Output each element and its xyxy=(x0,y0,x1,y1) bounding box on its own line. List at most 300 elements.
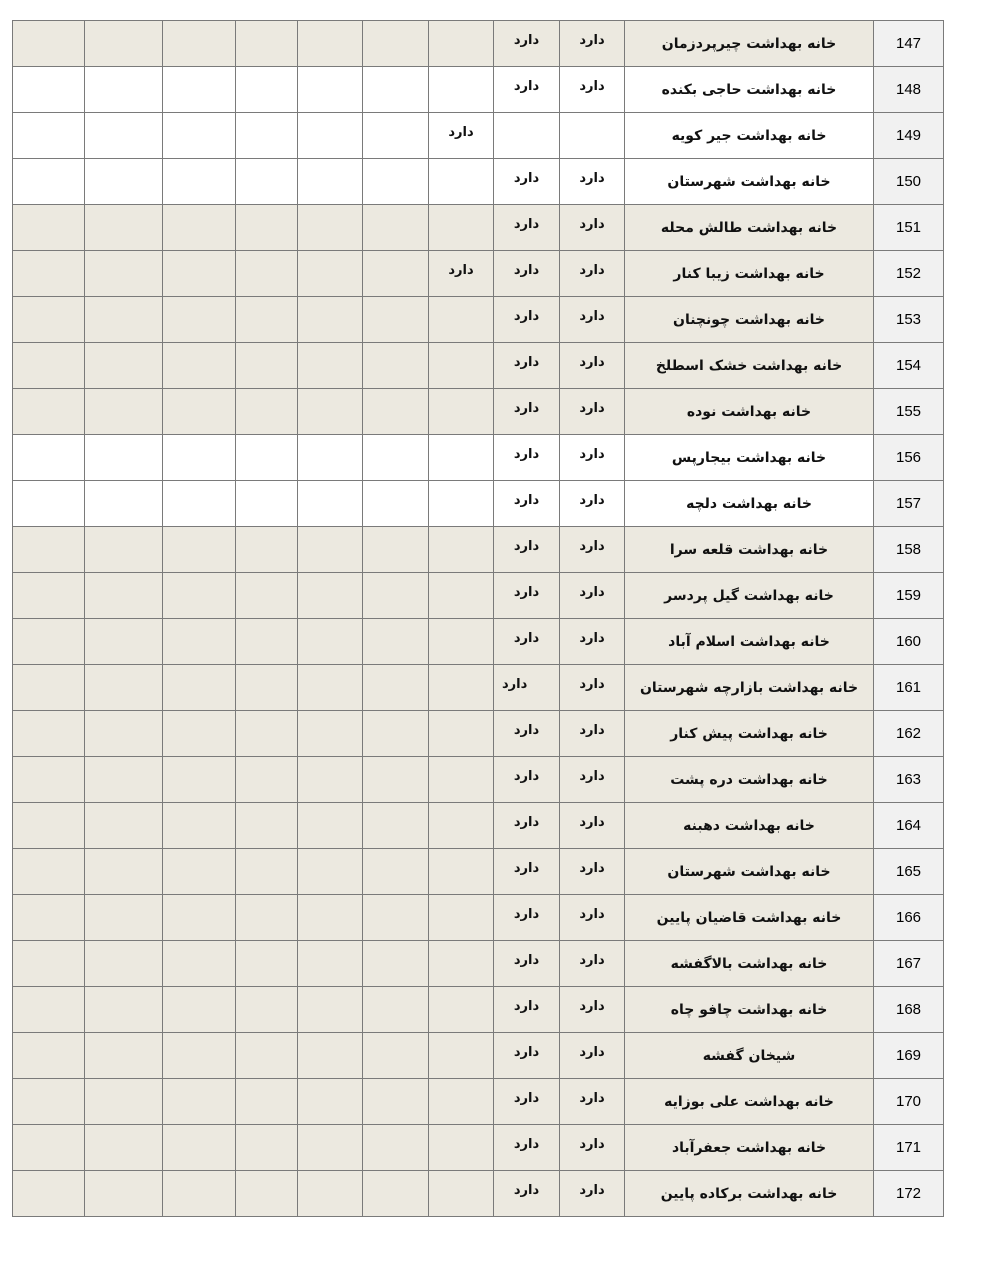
empty-cell xyxy=(85,711,163,757)
row-number-cell: 172 xyxy=(874,1171,944,1217)
status-cell-c2: دارد xyxy=(560,711,625,757)
facility-name-cell: خانه بهداشت دهبنه xyxy=(625,803,874,849)
row-number-cell: 162 xyxy=(874,711,944,757)
status-cell-c2: دارد xyxy=(560,527,625,573)
empty-cell xyxy=(163,251,236,297)
empty-cell xyxy=(13,1171,85,1217)
empty-cell xyxy=(363,527,429,573)
empty-cell xyxy=(163,343,236,389)
status-cell-c2: دارد xyxy=(560,1079,625,1125)
empty-cell xyxy=(163,987,236,1033)
empty-cell xyxy=(363,573,429,619)
status-cell-c3 xyxy=(494,113,560,159)
status-cell-c3: دارد xyxy=(494,573,560,619)
status-cell-c4 xyxy=(429,849,494,895)
empty-cell xyxy=(298,21,363,67)
empty-cell xyxy=(236,389,298,435)
facility-name-cell: خانه بهداشت شهرستان xyxy=(625,159,874,205)
row-number-cell: 169 xyxy=(874,1033,944,1079)
facility-name-cell: خانه بهداشت جیر کویه xyxy=(625,113,874,159)
empty-cell xyxy=(298,67,363,113)
table-row xyxy=(13,297,944,343)
empty-cell xyxy=(85,895,163,941)
empty-cell xyxy=(363,711,429,757)
empty-cell xyxy=(163,619,236,665)
table-row xyxy=(13,251,944,297)
empty-cell xyxy=(85,159,163,205)
status-cell-c2: دارد xyxy=(560,987,625,1033)
facility-name-cell: خانه بهداشت دره پشت xyxy=(625,757,874,803)
facility-name-cell: خانه بهداشت قلعه سرا xyxy=(625,527,874,573)
row-number-cell: 149 xyxy=(874,113,944,159)
table-row xyxy=(13,619,944,665)
row-number-cell: 165 xyxy=(874,849,944,895)
empty-cell xyxy=(13,527,85,573)
empty-cell xyxy=(236,1079,298,1125)
status-cell-c2: دارد xyxy=(560,803,625,849)
facility-name-cell: خانه بهداشت اسلام آباد xyxy=(625,619,874,665)
status-cell-c4 xyxy=(429,297,494,343)
empty-cell xyxy=(13,987,85,1033)
facility-name-cell: خانه بهداشت چونچنان xyxy=(625,297,874,343)
status-cell-c2: دارد xyxy=(560,619,625,665)
empty-cell xyxy=(13,849,85,895)
status-cell-c3: دارد xyxy=(494,1125,560,1171)
table-row xyxy=(13,343,944,389)
status-cell-c3: دارد xyxy=(494,159,560,205)
empty-cell xyxy=(298,1171,363,1217)
empty-cell xyxy=(236,987,298,1033)
empty-cell xyxy=(363,941,429,987)
empty-cell xyxy=(13,21,85,67)
status-cell-c3: دارد xyxy=(494,67,560,113)
empty-cell xyxy=(163,113,236,159)
status-cell-c4 xyxy=(429,941,494,987)
health-houses-table xyxy=(12,20,944,1217)
row-number-cell: 150 xyxy=(874,159,944,205)
empty-cell xyxy=(298,849,363,895)
status-cell-c4 xyxy=(429,757,494,803)
empty-cell xyxy=(85,941,163,987)
empty-cell xyxy=(363,1079,429,1125)
row-number-cell: 164 xyxy=(874,803,944,849)
empty-cell xyxy=(363,895,429,941)
facility-name-cell: خانه بهداشت نوده xyxy=(625,389,874,435)
empty-cell xyxy=(236,803,298,849)
status-cell-c4: دارد xyxy=(429,113,494,159)
table-row xyxy=(13,435,944,481)
empty-cell xyxy=(13,1125,85,1171)
status-cell-c4 xyxy=(429,67,494,113)
facility-name-cell: خانه بهداشت پیش کنار xyxy=(625,711,874,757)
table-row xyxy=(13,1125,944,1171)
empty-cell xyxy=(298,205,363,251)
empty-cell xyxy=(298,481,363,527)
empty-cell xyxy=(85,1171,163,1217)
empty-cell xyxy=(236,297,298,343)
status-cell-c3: دارد xyxy=(494,1033,560,1079)
empty-cell xyxy=(236,527,298,573)
status-cell-c2: دارد xyxy=(560,251,625,297)
empty-cell xyxy=(85,527,163,573)
status-cell-c4 xyxy=(429,1171,494,1217)
empty-cell xyxy=(363,665,429,711)
status-cell-c4 xyxy=(429,159,494,205)
empty-cell xyxy=(363,67,429,113)
table-row xyxy=(13,941,944,987)
empty-cell xyxy=(236,435,298,481)
status-cell-c2: دارد xyxy=(560,21,625,67)
empty-cell xyxy=(85,1079,163,1125)
row-number-cell: 168 xyxy=(874,987,944,1033)
row-number-cell: 161 xyxy=(874,665,944,711)
status-cell-c4 xyxy=(429,1125,494,1171)
empty-cell xyxy=(85,987,163,1033)
status-cell-c2: دارد xyxy=(560,435,625,481)
empty-cell xyxy=(163,665,236,711)
empty-cell xyxy=(85,619,163,665)
empty-cell xyxy=(85,849,163,895)
empty-cell xyxy=(13,573,85,619)
status-cell-c3: دارد xyxy=(494,803,560,849)
empty-cell xyxy=(163,389,236,435)
empty-cell xyxy=(298,1033,363,1079)
status-cell-c2: دارد xyxy=(560,757,625,803)
status-cell-c2: دارد xyxy=(560,573,625,619)
empty-cell xyxy=(163,527,236,573)
row-number-cell: 152 xyxy=(874,251,944,297)
facility-name-cell: خانه بهداشت قاضیان پایین xyxy=(625,895,874,941)
status-cell-c2: دارد xyxy=(560,1033,625,1079)
table-row xyxy=(13,1079,944,1125)
status-cell-c4 xyxy=(429,619,494,665)
table-row xyxy=(13,895,944,941)
empty-cell xyxy=(236,251,298,297)
row-number-cell: 163 xyxy=(874,757,944,803)
empty-cell xyxy=(298,1125,363,1171)
empty-cell xyxy=(298,757,363,803)
empty-cell xyxy=(13,665,85,711)
status-cell-c3: دارد xyxy=(494,1079,560,1125)
empty-cell xyxy=(85,389,163,435)
empty-cell xyxy=(363,21,429,67)
empty-cell xyxy=(163,205,236,251)
facility-name-cell: خانه بهداشت زیبا کنار xyxy=(625,251,874,297)
status-cell-c4 xyxy=(429,573,494,619)
empty-cell xyxy=(85,251,163,297)
empty-cell xyxy=(363,619,429,665)
empty-cell xyxy=(236,67,298,113)
status-cell-c3: دارد xyxy=(494,435,560,481)
empty-cell xyxy=(236,573,298,619)
status-cell-c3: دارد xyxy=(494,895,560,941)
empty-cell xyxy=(298,389,363,435)
empty-cell xyxy=(298,803,363,849)
empty-cell xyxy=(363,987,429,1033)
status-cell-c2: دارد xyxy=(560,297,625,343)
empty-cell xyxy=(85,205,163,251)
table-row xyxy=(13,849,944,895)
empty-cell xyxy=(163,1079,236,1125)
table-row xyxy=(13,573,944,619)
empty-cell xyxy=(85,113,163,159)
facility-name-cell: خانه بهداشت جعفرآباد xyxy=(625,1125,874,1171)
empty-cell xyxy=(163,435,236,481)
facility-name-cell: خانه بهداشت خشک اسطلخ xyxy=(625,343,874,389)
table-row xyxy=(13,159,944,205)
empty-cell xyxy=(85,1033,163,1079)
status-cell-c4 xyxy=(429,1079,494,1125)
empty-cell xyxy=(13,481,85,527)
table-row xyxy=(13,1171,944,1217)
table-row xyxy=(13,205,944,251)
status-cell-c3: دارد xyxy=(494,389,560,435)
status-cell-c4 xyxy=(429,481,494,527)
empty-cell xyxy=(363,1125,429,1171)
empty-cell xyxy=(85,67,163,113)
empty-cell xyxy=(363,481,429,527)
status-cell-c4 xyxy=(429,711,494,757)
empty-cell xyxy=(85,1125,163,1171)
status-cell-c3: دارد xyxy=(494,987,560,1033)
empty-cell xyxy=(85,665,163,711)
status-cell-c2: دارد xyxy=(560,481,625,527)
empty-cell xyxy=(363,251,429,297)
empty-cell xyxy=(298,113,363,159)
empty-cell xyxy=(298,941,363,987)
table-row xyxy=(13,803,944,849)
empty-cell xyxy=(163,1171,236,1217)
status-cell-c2: دارد xyxy=(560,941,625,987)
empty-cell xyxy=(363,757,429,803)
empty-cell xyxy=(163,849,236,895)
table-row xyxy=(13,21,944,67)
empty-cell xyxy=(13,711,85,757)
empty-cell xyxy=(363,1033,429,1079)
empty-cell xyxy=(363,297,429,343)
row-number-cell: 153 xyxy=(874,297,944,343)
empty-cell xyxy=(163,159,236,205)
empty-cell xyxy=(13,803,85,849)
status-cell-c4 xyxy=(429,1033,494,1079)
row-number-cell: 154 xyxy=(874,343,944,389)
empty-cell xyxy=(13,941,85,987)
empty-cell xyxy=(363,389,429,435)
empty-cell xyxy=(298,435,363,481)
row-number-cell: 148 xyxy=(874,67,944,113)
empty-cell xyxy=(236,159,298,205)
empty-cell xyxy=(163,895,236,941)
facility-name-cell: خانه بهداشت بالاگفشه xyxy=(625,941,874,987)
empty-cell xyxy=(363,159,429,205)
status-cell-c4 xyxy=(429,987,494,1033)
table-row xyxy=(13,987,944,1033)
empty-cell xyxy=(236,1171,298,1217)
table-row xyxy=(13,389,944,435)
empty-cell xyxy=(163,67,236,113)
empty-cell xyxy=(13,435,85,481)
empty-cell xyxy=(298,159,363,205)
status-cell-c4 xyxy=(429,435,494,481)
status-cell-c3: دارد xyxy=(494,527,560,573)
facility-name-cell: شیخان گفشه xyxy=(625,1033,874,1079)
status-cell-c4 xyxy=(429,21,494,67)
row-number-cell: 170 xyxy=(874,1079,944,1125)
status-cell-c2: دارد xyxy=(560,389,625,435)
table-row xyxy=(13,67,944,113)
empty-cell xyxy=(236,665,298,711)
empty-cell xyxy=(163,1125,236,1171)
empty-cell xyxy=(85,297,163,343)
status-cell-c4 xyxy=(429,343,494,389)
empty-cell xyxy=(298,251,363,297)
empty-cell xyxy=(298,619,363,665)
status-cell-c3: دارد xyxy=(494,21,560,67)
empty-cell xyxy=(163,481,236,527)
facility-name-cell: خانه بهداشت چیرپردزمان xyxy=(625,21,874,67)
health-houses-table-sheet xyxy=(12,20,943,1217)
table-row xyxy=(13,527,944,573)
empty-cell xyxy=(13,159,85,205)
empty-cell xyxy=(163,711,236,757)
empty-cell xyxy=(85,803,163,849)
empty-cell xyxy=(163,1033,236,1079)
row-number-cell: 156 xyxy=(874,435,944,481)
facility-name-cell: خانه بهداشت علی بوزایه xyxy=(625,1079,874,1125)
empty-cell xyxy=(13,1033,85,1079)
empty-cell xyxy=(85,573,163,619)
empty-cell xyxy=(13,895,85,941)
table-row xyxy=(13,757,944,803)
empty-cell xyxy=(298,895,363,941)
status-cell-c2: دارد xyxy=(560,849,625,895)
empty-cell xyxy=(85,343,163,389)
empty-cell xyxy=(13,297,85,343)
empty-cell xyxy=(236,343,298,389)
facility-name-cell: خانه بهداشت چافو چاه xyxy=(625,987,874,1033)
empty-cell xyxy=(298,527,363,573)
status-cell-c3: دارد xyxy=(494,251,560,297)
status-cell-c2: دارد xyxy=(560,1171,625,1217)
status-cell-c2 xyxy=(560,113,625,159)
empty-cell xyxy=(363,205,429,251)
empty-cell xyxy=(363,113,429,159)
empty-cell xyxy=(13,343,85,389)
status-cell-c4 xyxy=(429,803,494,849)
table-row xyxy=(13,711,944,757)
facility-name-cell: خانه بهداشت گیل پردسر xyxy=(625,573,874,619)
empty-cell xyxy=(298,1079,363,1125)
row-number-cell: 171 xyxy=(874,1125,944,1171)
facility-name-cell: خانه بهداشت بازارچه شهرستان xyxy=(625,665,874,711)
empty-cell xyxy=(85,481,163,527)
status-cell-c4 xyxy=(429,527,494,573)
empty-cell xyxy=(236,205,298,251)
empty-cell xyxy=(13,1079,85,1125)
table-row xyxy=(13,113,944,159)
facility-name-cell: خانه بهداشت حاجی بکنده xyxy=(625,67,874,113)
status-cell-c2: دارد xyxy=(560,895,625,941)
status-cell-c3: دارد xyxy=(494,757,560,803)
status-cell-c4 xyxy=(429,205,494,251)
status-cell-c3: دارد xyxy=(494,849,560,895)
empty-cell xyxy=(85,757,163,803)
status-cell-c3: دارد xyxy=(494,205,560,251)
status-cell-c3: دارد xyxy=(494,711,560,757)
row-number-cell: 147 xyxy=(874,21,944,67)
table-body xyxy=(13,21,944,1217)
empty-cell xyxy=(13,205,85,251)
status-cell-c2: دارد xyxy=(560,159,625,205)
empty-cell xyxy=(163,297,236,343)
empty-cell xyxy=(363,803,429,849)
empty-cell xyxy=(363,435,429,481)
empty-cell xyxy=(363,1171,429,1217)
facility-name-cell: خانه بهداشت شهرستان xyxy=(625,849,874,895)
empty-cell xyxy=(298,711,363,757)
status-cell-c3: دارد xyxy=(494,619,560,665)
empty-cell xyxy=(236,1033,298,1079)
empty-cell xyxy=(298,297,363,343)
table-row xyxy=(13,665,944,711)
empty-cell xyxy=(163,21,236,67)
status-cell-c4 xyxy=(429,665,494,711)
status-cell-c2: دارد xyxy=(560,67,625,113)
status-cell-c4: دارد xyxy=(429,251,494,297)
empty-cell xyxy=(163,803,236,849)
status-cell-c2: دارد xyxy=(560,665,625,711)
empty-cell xyxy=(236,113,298,159)
empty-cell xyxy=(13,757,85,803)
status-cell-c3: دارد xyxy=(494,297,560,343)
row-number-cell: 166 xyxy=(874,895,944,941)
empty-cell xyxy=(236,757,298,803)
status-cell-c3: دارد xyxy=(494,1171,560,1217)
empty-cell xyxy=(236,895,298,941)
empty-cell xyxy=(163,573,236,619)
empty-cell xyxy=(236,1125,298,1171)
empty-cell xyxy=(363,849,429,895)
empty-cell xyxy=(163,941,236,987)
row-number-cell: 151 xyxy=(874,205,944,251)
facility-name-cell: خانه بهداشت دلچه xyxy=(625,481,874,527)
row-number-cell: 160 xyxy=(874,619,944,665)
empty-cell xyxy=(298,573,363,619)
empty-cell xyxy=(85,435,163,481)
empty-cell xyxy=(236,711,298,757)
facility-name-cell: خانه بهداشت طالش محله xyxy=(625,205,874,251)
status-cell-c2: دارد xyxy=(560,1125,625,1171)
empty-cell xyxy=(363,343,429,389)
table-row xyxy=(13,1033,944,1079)
status-cell-c3: دارد xyxy=(494,665,560,711)
facility-name-cell: خانه بهداشت بیجارپس xyxy=(625,435,874,481)
row-number-cell: 158 xyxy=(874,527,944,573)
status-cell-c4 xyxy=(429,389,494,435)
status-cell-c2: دارد xyxy=(560,343,625,389)
empty-cell xyxy=(236,21,298,67)
empty-cell xyxy=(13,389,85,435)
row-number-cell: 157 xyxy=(874,481,944,527)
table-row xyxy=(13,481,944,527)
empty-cell xyxy=(13,113,85,159)
empty-cell xyxy=(236,849,298,895)
empty-cell xyxy=(236,481,298,527)
status-cell-c2: دارد xyxy=(560,205,625,251)
row-number-cell: 159 xyxy=(874,573,944,619)
empty-cell xyxy=(13,619,85,665)
row-number-cell: 155 xyxy=(874,389,944,435)
